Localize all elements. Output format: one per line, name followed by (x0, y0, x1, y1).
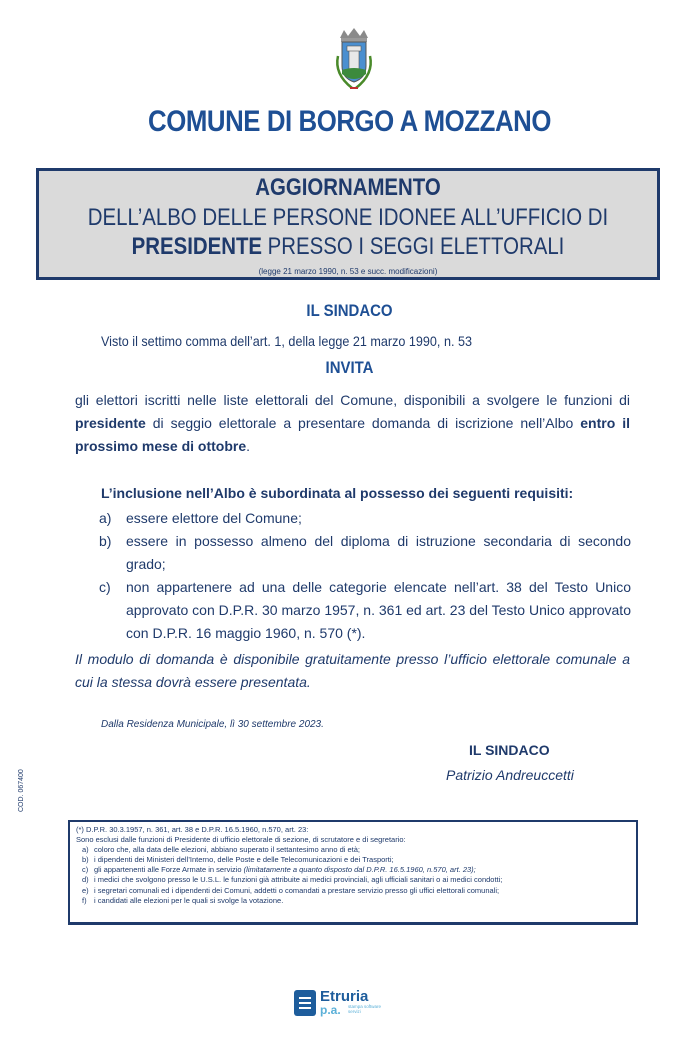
requirement-label: c) (99, 579, 111, 595)
para-bold-1: presidente (75, 415, 146, 431)
footnote-item-label: e) (82, 885, 89, 895)
law-reference: (legge 21 marzo 1990, n. 53 e succ. modificazioni) (258, 267, 438, 276)
requirements-list (99, 507, 631, 645)
invita-heading: INVITA (325, 358, 374, 377)
title-line-3-bold: PRESIDENTE (131, 233, 263, 260)
footnote-item (76, 845, 630, 855)
para-text-3: . (246, 438, 251, 454)
signature-name: Patrizio Andreuccetti (446, 767, 574, 783)
footnote-item (76, 875, 630, 885)
footnote-item-label: f) (82, 895, 87, 905)
footnote-item (76, 886, 630, 896)
publisher-logo (294, 989, 390, 1019)
issue-date: Dalla Residenza Municipale, lì 30 settembre 2023. (101, 719, 324, 730)
para-text-1: gli elettori iscritti nelle liste elettorali del Comune, disponibili a svolgere le funzioni di (75, 392, 630, 408)
footnote-box (68, 820, 638, 925)
footnote-item-text: i medici che svolgono presso le U.S.L. le funzioni già attribuite ai medici provinciali, agli ufficiali sanitari o ai medici condotti; (94, 875, 503, 885)
requirement-text: essere elettore del Comune; (126, 510, 302, 526)
footnote-item-italic: (limitatamente a quanto disposto dal D.P.R. 16.5.1960, n.570, art. 23); (241, 865, 476, 875)
requirement-label: a) (99, 510, 112, 526)
visto-line: Visto il settimo comma dell’art. 1, della legge 21 marzo 1990, n. 53 (101, 333, 472, 349)
comune-title: COMUNE DI BORGO A MOZZANO (148, 105, 551, 138)
footnote-item-label: d) (82, 875, 89, 885)
publisher-logo-icon (294, 990, 316, 1016)
publisher-suffix: p.a. (320, 1003, 341, 1017)
title-line-3 (85, 233, 610, 261)
footnote-item-text: i dipendenti dei Ministeri dell’Interno, delle Poste e delle Telecomunicazioni e dei Trasporti; (94, 855, 394, 865)
title-box (36, 168, 660, 280)
signature-title: IL SINDACO (469, 742, 550, 758)
footnote-line-2: Sono esclusi dalle funzioni di Presidente di ufficio elettorale di sezione, di scrutatore e di segretario: (76, 835, 406, 845)
footnote-item-label: a) (82, 845, 89, 855)
footnote-item-text: gli appartenenti alle Forze Armate in servizio (94, 865, 242, 875)
publisher-name: Etruria (320, 988, 369, 1005)
title-line-3-rest: PRESSO I SEGGI ELETTORALI (262, 233, 565, 260)
requirements-title: L’inclusione nell’Albo è subordinata al possesso dei seguenti requisiti: (101, 485, 574, 501)
footnote-item-label: c) (82, 865, 89, 875)
footnote-item-text: i segretari comunali ed i dipendenti dei Comuni, addetti o comandati a prestare servizio presso gli uffici elettorali comunali; (94, 885, 500, 895)
footnote-item (76, 865, 630, 875)
requirement-item (99, 507, 631, 530)
requirement-label: b) (99, 533, 112, 549)
form-availability-note: Il modulo di domanda è disponibile gratuitamente presso l’ufficio elettorale comunale a cui la stessa dovrà essere presentata. (75, 651, 630, 690)
footnote-item (76, 896, 630, 906)
requirement-text: non appartenere ad una delle categorie elencate nell’art. 38 del Testo Unico approvato con D.P.R. 30 marzo 1957, n. 361 ed art. 23 del Testo Unico approvato con D.P.R. 16 maggio 1960, n. 570 (*). (126, 579, 631, 641)
side-code: COD. 067400 (18, 769, 25, 812)
invitation-paragraph (75, 389, 630, 458)
footnote-item (76, 855, 630, 865)
requirement-text: essere in possesso almeno del diploma di istruzione secondaria di secondo grado; (126, 533, 631, 572)
footnote-item-label: b) (82, 855, 89, 865)
requirement-item (99, 530, 631, 576)
requirement-item (99, 576, 631, 645)
footnote-line-1: (*) D.P.R. 30.3.1957, n. 361, art. 38 e D.P.R. 16.5.1960, n.570, art. 23: (76, 825, 309, 834)
footnote-item-text: i candidati alle elezioni per le quali si svolge la votazione. (94, 895, 284, 905)
para-text-2: di seggio elettorale a presentare domanda di iscrizione nell’Albo (145, 415, 581, 431)
para-bold-2: entro il prossimo mese di ottobre (75, 415, 630, 454)
title-line-1: AGGIORNAMENTO (255, 174, 441, 201)
footnote-item-text: coloro che, alla data delle elezioni, abbiano superato il settantesimo anno di età; (94, 845, 361, 855)
sindaco-heading: IL SINDACO (306, 301, 393, 320)
title-line-2: DELL’ALBO DELLE PERSONE IDONEE ALL’UFFICIO DI (87, 204, 609, 231)
publisher-tagline: stampa software servizi (348, 1004, 382, 1014)
municipal-crest-icon (330, 26, 378, 94)
